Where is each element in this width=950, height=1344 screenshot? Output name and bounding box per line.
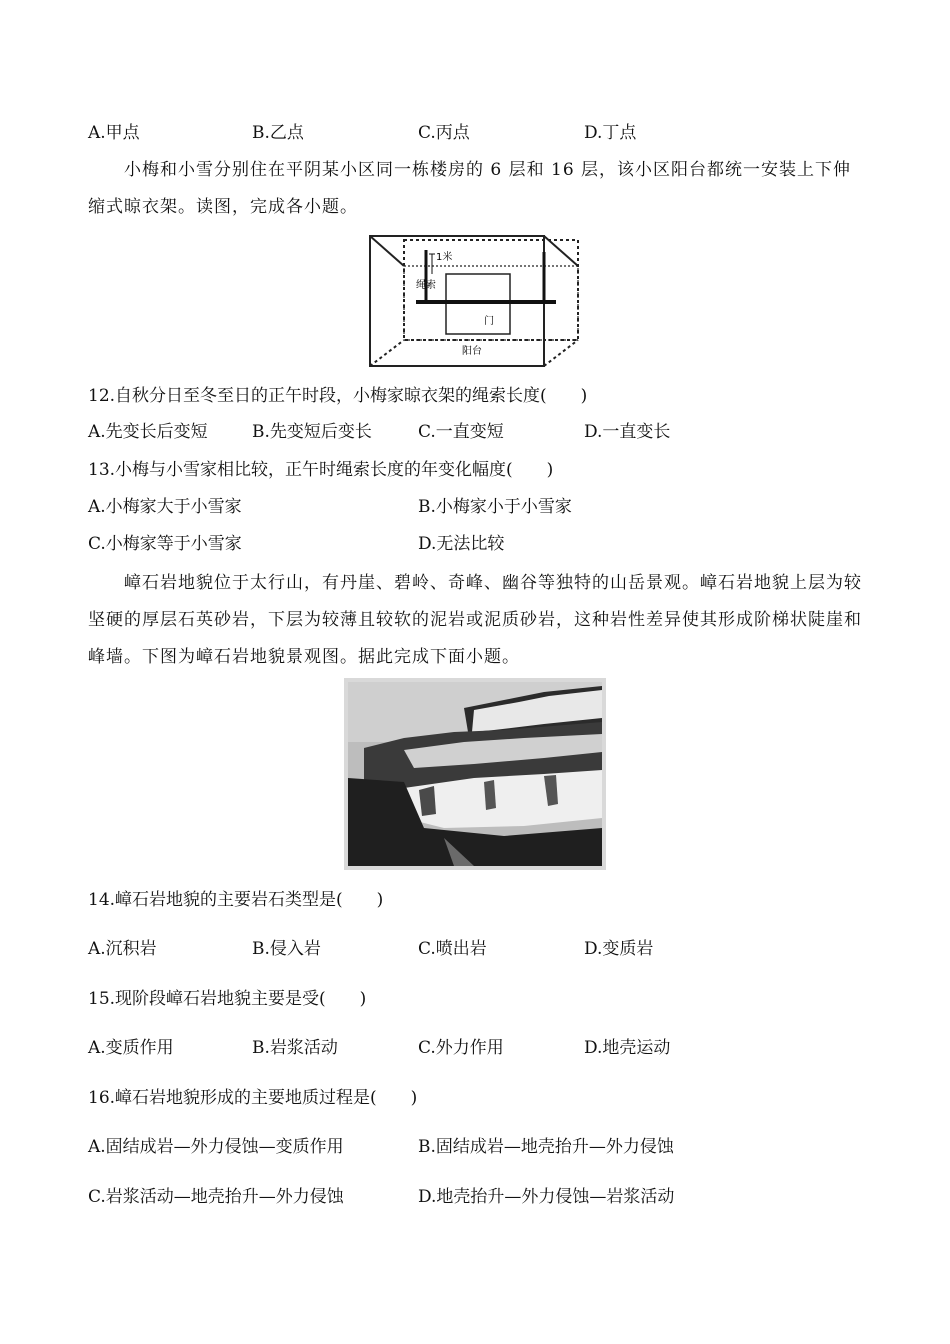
q14-stem: 14.嶂石岩地貌的主要岩石类型是( )	[88, 890, 384, 910]
q11-option-a: A.甲点	[88, 123, 140, 143]
q13-option-d: D.无法比较	[418, 534, 505, 554]
rack-bar	[416, 300, 556, 304]
q14-option-d: D.变质岩	[584, 939, 654, 959]
q16-stem: 16.嶂石岩地貌形成的主要地质过程是( )	[88, 1088, 418, 1108]
q14-option-b: B.侵入岩	[252, 939, 321, 959]
rope-label: 绳索	[416, 280, 436, 291]
landform-photo	[344, 678, 606, 870]
q12-option-d: D.一直变长	[584, 422, 671, 442]
q11-option-c: C.丙点	[418, 123, 470, 143]
q13-option-a: A.小梅家大于小雪家	[88, 497, 242, 517]
q11-option-b: B.乙点	[252, 123, 304, 143]
intro-paragraph-balcony: 小梅和小雪分别住在平阴某小区同一栋楼房的 6 层和 16 层，该小区阳台都统一安装上下伸缩式晾衣架。读图，完成各小题。	[88, 160, 852, 217]
q13-stem: 13.小梅与小雪家相比较，正午时绳索长度的年变化幅度( )	[88, 460, 554, 480]
q14-option-a: A.沉积岩	[88, 939, 157, 959]
q16-option-a: A.固结成岩—外力侵蚀—变质作用	[88, 1137, 344, 1157]
q12-stem: 12.自秋分日至冬至日的正午时段，小梅家晾衣架的绳索长度( )	[88, 386, 588, 406]
q15-option-c: C.外力作用	[418, 1038, 504, 1058]
q16-option-b: B.固结成岩—地壳抬升—外力侵蚀	[418, 1137, 674, 1157]
q15-option-b: B.岩浆活动	[252, 1038, 338, 1058]
balcony-label: 阳台	[462, 346, 482, 357]
intro-paragraph-landform: 嶂石岩地貌位于太行山，有丹崖、碧岭、奇峰、幽谷等独特的山岳景观。嶂石岩地貌上层为较坚硬的厚层石英砂岩，下层为较薄且较软的泥岩或泥质砂岩，这种岩性差异使其形成阶梯状陡崖和峰墙。下图为嶂石岩地貌景观图。据此完成下面小题。	[88, 573, 862, 667]
q13-option-c: C.小梅家等于小雪家	[88, 534, 242, 554]
q14-option-c: C.喷出岩	[418, 939, 487, 959]
q15-option-a: A.变质作用	[88, 1038, 174, 1058]
door-label: 门	[484, 316, 494, 327]
q15-stem: 15.现阶段嶂石岩地貌主要是受( )	[88, 989, 367, 1009]
q16-option-c: C.岩浆活动—地壳抬升—外力侵蚀	[88, 1187, 344, 1207]
meter-label: 1米	[436, 252, 453, 263]
q13-option-b: B.小梅家小于小雪家	[418, 497, 572, 517]
q15-option-d: D.地壳运动	[584, 1038, 671, 1058]
q16-option-d: D.地壳抬升—外力侵蚀—岩浆活动	[418, 1187, 675, 1207]
balcony-rack-figure	[366, 234, 584, 370]
q12-option-b: B.先变短后变长	[252, 422, 372, 442]
q12-option-a: A.先变长后变短	[88, 422, 208, 442]
q12-option-c: C.一直变短	[418, 422, 504, 442]
q11-option-d: D.丁点	[584, 123, 637, 143]
